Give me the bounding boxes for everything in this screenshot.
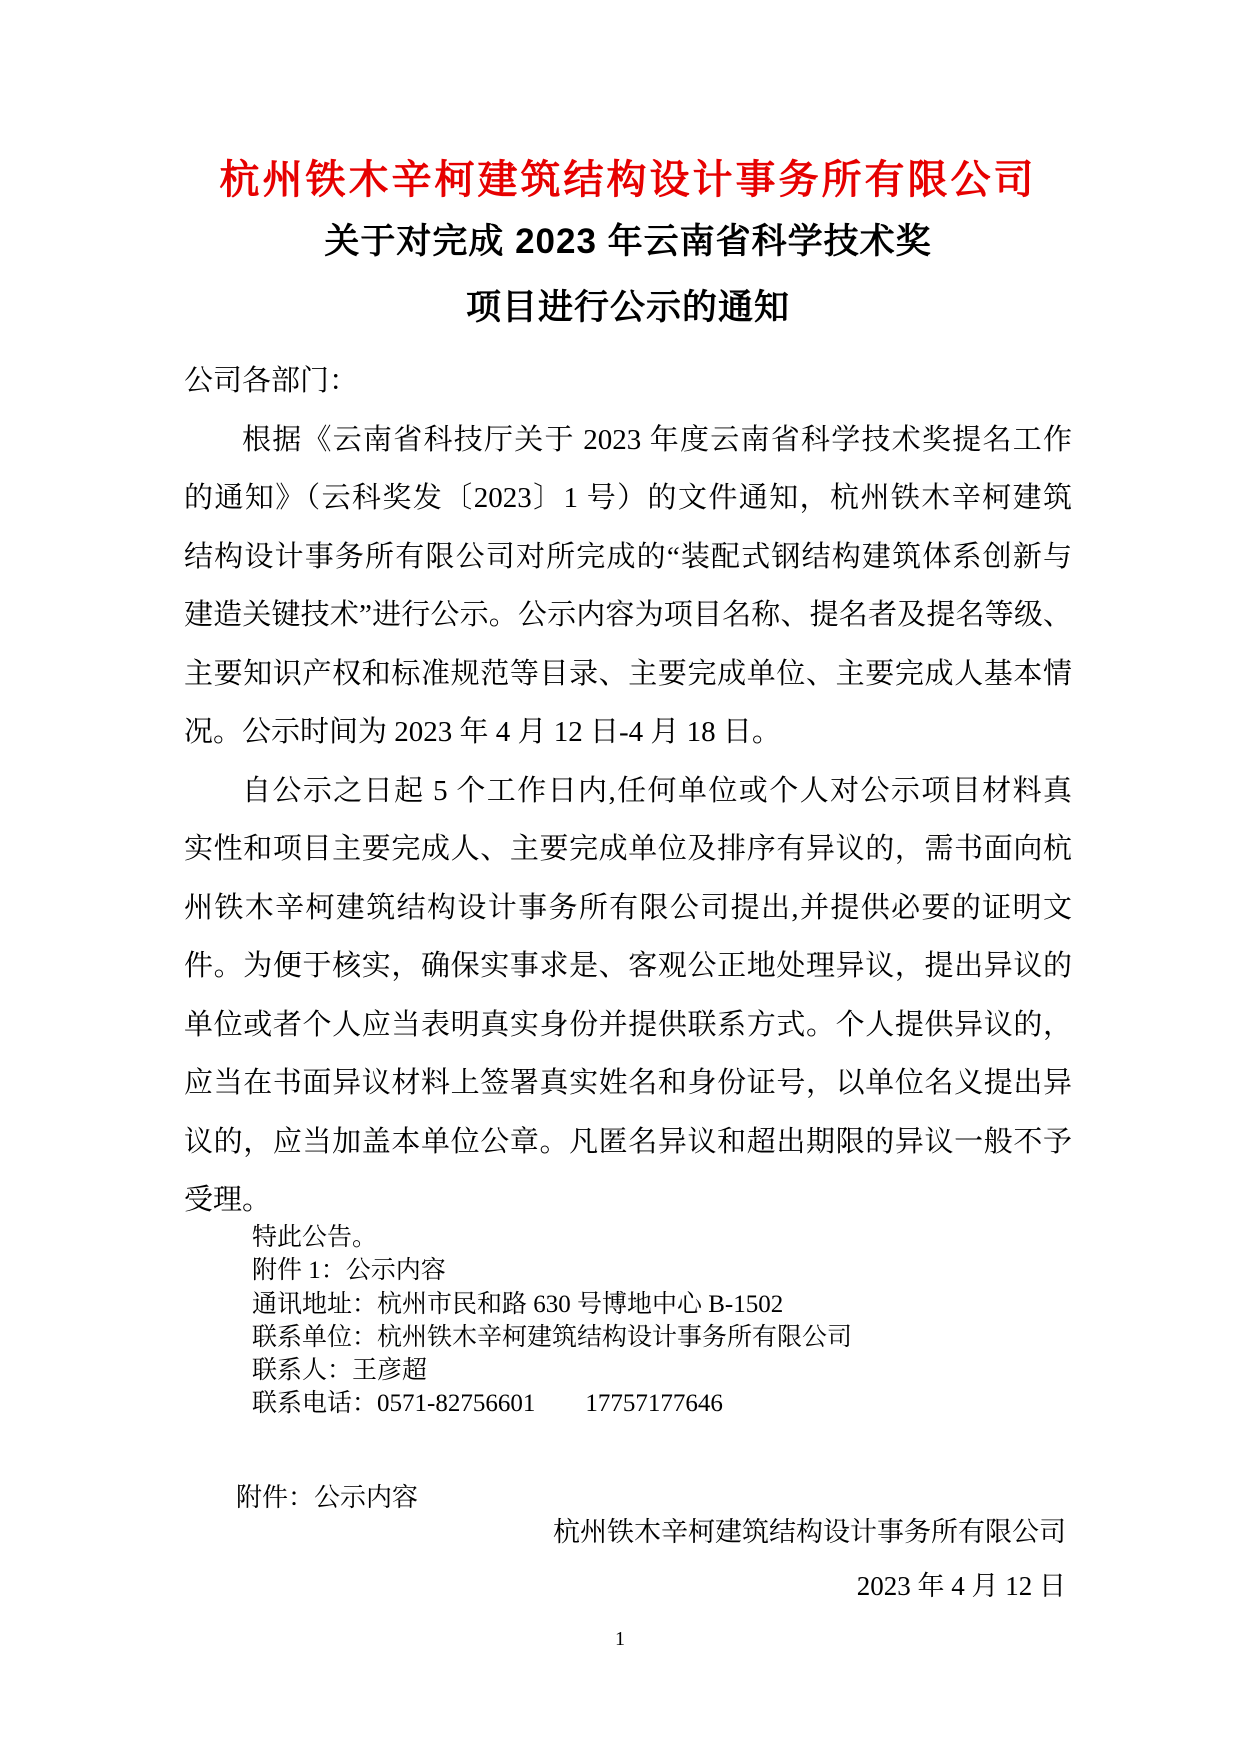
note-line: 联系电话：0571-82756601 17757177646 xyxy=(252,1390,723,1418)
body-line: 应当在书面异议材料上签署真实姓名和身份证号，以单位名义提出异 xyxy=(184,1067,1072,1099)
body-line: 单位或者个人应当表明真实身份并提供联系方式。个人提供异议的， xyxy=(184,1008,1072,1041)
note-line: 附件 1：公示内容 xyxy=(252,1257,446,1285)
body-line: 州铁木辛柯建筑结构设计事务所有限公司提出,并提供必要的证明文 xyxy=(184,891,1072,924)
body-line: 建造关键技术”进行公示。公示内容为项目名称、提名者及提名等级、 xyxy=(184,599,1072,631)
note-line: 联系人：王彦超 xyxy=(252,1357,428,1385)
body-line: 根据《云南省科技厅关于 2023 年度云南省科学技术奖提名工作 xyxy=(242,423,1072,456)
body-block xyxy=(184,352,1072,1230)
note-line: 通讯地址：杭州市民和路 630 号博地中心 B-1502 xyxy=(252,1290,784,1318)
attachment-line: 附件：公示内容 xyxy=(236,1483,419,1512)
body-line: 况。公示时间为 2023 年 4 月 12 日-4 月 18 日。 xyxy=(184,716,781,748)
note-line: 特此公告。 xyxy=(252,1224,378,1251)
body-line: 件。为便于核实，确保实事求是、客观公正地处理异议，提出异议的 xyxy=(184,950,1072,982)
body-line: 公司各部门： xyxy=(184,365,359,397)
body-line: 结构设计事务所有限公司对所完成的“装配式钢结构建筑体系创新与 xyxy=(184,540,1072,573)
page-number: 1 xyxy=(615,1628,625,1650)
signature-company: 杭州铁木辛柯建筑结构设计事务所有限公司 xyxy=(553,1517,1066,1547)
document-title: 杭州铁木辛柯建筑结构设计事务所有限公司 xyxy=(219,158,1037,202)
body-line: 受理。 xyxy=(184,1184,272,1216)
body-line: 的通知》（云科奖发〔2023〕1 号）的文件通知，杭州铁木辛柯建筑 xyxy=(184,482,1072,514)
document-subtitle-line-2: 项目进行公示的通知 xyxy=(465,288,790,327)
body-line: 主要知识产权和标准规范等目录、主要完成单位、主要完成人基本情 xyxy=(184,657,1072,690)
note-line: 联系单位：杭州铁木辛柯建筑结构设计事务所有限公司 xyxy=(252,1323,853,1351)
body-line: 自公示之日起 5 个工作日内,任何单位或个人对公示项目材料真 xyxy=(242,774,1072,807)
body-line: 实性和项目主要完成人、主要完成单位及排序有异议的，需书面向杭 xyxy=(184,833,1072,865)
signature-date: 2023 年 4 月 12 日 xyxy=(856,1571,1066,1601)
notes-block xyxy=(252,1221,1072,1421)
body-line: 议的，应当加盖本单位公章。凡匿名异议和超出期限的异议一般不予 xyxy=(184,1125,1072,1158)
document-subtitle-line-1: 关于对完成 2023 年云南省科学技术奖 xyxy=(324,222,932,261)
